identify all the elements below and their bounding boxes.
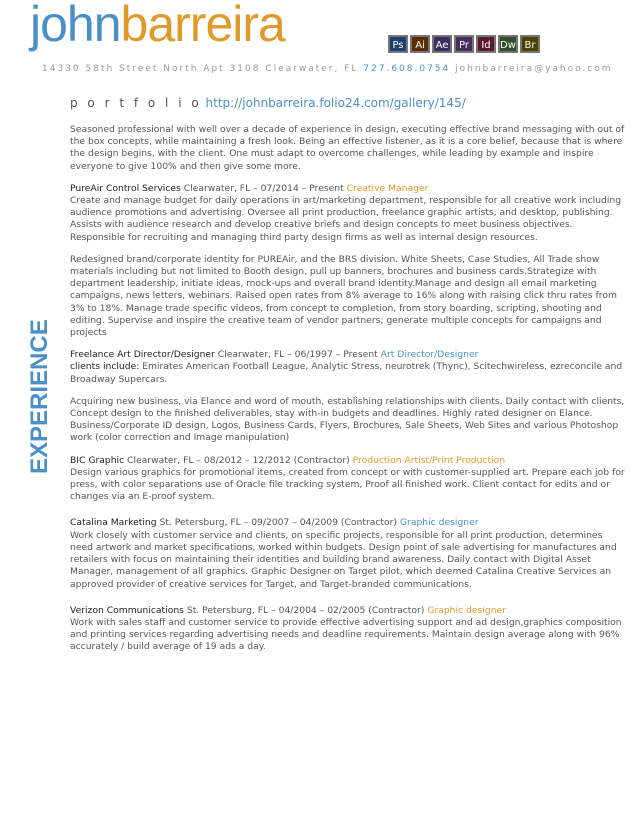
job-location: Clearwater, FL – 08/2012 – 12/2012 (Contractor) xyxy=(124,454,353,466)
job-location: St. Petersburg, FL – 04/2004 – 02/2005 (Contractor) xyxy=(183,604,428,616)
company-name: Verizon Communications xyxy=(70,604,184,616)
job-role: Graphic designer xyxy=(427,604,506,616)
portfolio-label: p o r t f o l i o xyxy=(70,96,202,110)
address: 14330 58th Street North Apt 3108 Clearwater, FL xyxy=(42,64,359,74)
job-description: Work closely with customer service and clients, on specific projects, responsible for all print production, determines need artwork and market specifications, worked within budgets. Design point of sale advertising for manufactures and retailers with focus on maintaining their identities and building brand awareness. Daily contact with Digital Asset Manager, management of all graphics. Graphic Designer on Target pilot, which deemed Catalina Creative Services an approved provider of creative services for Target, and Target-branded communications. xyxy=(70,529,617,590)
job-details: Redesigned brand/corporate identity for PUREAir, and the BRS division. White Sheets, Case Studies, All Trade show materials including but not limited to Booth design, pull up banners, brochures and business cards.Strategize with department leadership, initiate ideas, mock-ups and overall brand identity.Manage and design all email marketing campaigns, news letters, webinars. Raised open rates from 8% average to 16% along with raising click thru rates from 3% to 18%. Manage trade specific videos, from concept to completion, from story boarding, scripting, shooting and editing. Supervise and inspire the creative team of vendor partners; generate multiple concepts for campaigns and projects xyxy=(70,253,617,339)
clients-list: Emirates American Football League, Analytic Stress, neurotrek (Thync), Scitechwireless, ezreconcile and Broadway Supercars. xyxy=(70,361,623,385)
bridge-icon: Br xyxy=(520,35,540,53)
job-entry xyxy=(70,605,626,654)
summary: Seasoned professional with well over a decade of experience in design, executing effective brand messaging with out of the box concepts, while maintaining a fresh look. Being an effective listener, as it is a core belief, because that is where the design begins, with the client. One must adapt to overcome challenges, while leading by example and inspire everyone to give 100% and then give some more. xyxy=(70,124,625,172)
job-location: Clearwater, FL – 06/1997 – Present xyxy=(214,349,381,361)
job-location: Clearwater, FL – 07/2014 – Present xyxy=(180,182,347,194)
resume-name xyxy=(30,0,285,54)
company-name: BIC Graphic xyxy=(70,454,125,466)
company-name: Catalina Marketing xyxy=(70,517,157,529)
email: johnbarreira@yahoo.com xyxy=(455,64,613,74)
portfolio-link[interactable]: http://johnbarreira.folio24.com/gallery/145/ xyxy=(205,96,466,110)
company-name: PureAir Control Services xyxy=(70,182,181,194)
last-name: barreira xyxy=(120,0,285,52)
job-location: St. Petersburg, FL – 09/2007 – 04/2009 (Contractor) xyxy=(156,517,400,529)
premiere-icon: Pr xyxy=(454,35,474,53)
software-icons xyxy=(388,35,540,53)
experience-section-label: EXPERIENCE xyxy=(26,319,53,474)
job-description: Create and manage budget for daily operations in art/marketing department, responsible for all creative work including audience promotions and advertising. Oversee all print production, freelance graphic artists, and desktop, publishing. Assists with audience research and develop creative briefs and design concepts to meet business objectives. Responsible for recruiting and managing third party design firms as well as internal design resources. xyxy=(70,195,622,243)
job-role: Graphic designer xyxy=(399,517,479,529)
photoshop-icon: Ps xyxy=(388,35,408,53)
indesign-icon: Id xyxy=(476,35,496,53)
job-role: Art Director/Designer xyxy=(380,349,479,361)
illustrator-icon: Ai xyxy=(410,35,430,53)
clients-label: clients include: xyxy=(70,361,140,373)
after-effects-icon: Ae xyxy=(432,35,452,53)
job-description: Work with sales staff and customer service to provide effective advertising support and ad design,graphics composition and printing services regarding advertising needs and deadline requirements. Maintain design average along with 96% accurately / build average of 19 ads a day. xyxy=(70,616,622,653)
phone: 727.608.0754 xyxy=(363,64,451,74)
job-entry xyxy=(70,183,626,244)
resume-body xyxy=(70,96,626,664)
job-role: Production Artist/Print Production xyxy=(352,454,506,466)
portfolio-line xyxy=(70,96,626,110)
job-description: Design various graphics for promotional items, created from concept or with customer-supplied art. Prepare each job for press, with color separations use of Oracle file tracking system, Proof all finished work. Client contact for edits and or changes via an E-proof system. xyxy=(70,466,625,503)
dreamweaver-icon: Dw xyxy=(498,35,518,53)
job-details: Acquiring new business, via Elance and word of mouth, establishing relationships with clients. Daily contact with clients, Concept design to the finished deliverables, stay with-in budgets and deadlines. Highly rated designer on Elance. Business/Corporate ID design, Logos, Business Cards, Flyers, Brochures, Sale Sheets, Web Sites and various Photoshop work (color correction and Image manipulation) xyxy=(70,395,625,444)
job-entry xyxy=(70,517,626,590)
job-entry xyxy=(70,455,626,504)
contact-line xyxy=(42,64,613,74)
job-entry xyxy=(70,349,626,386)
first-name: john xyxy=(30,0,121,52)
job-role: Creative Manager xyxy=(346,182,429,194)
company-name: Freelance Art Director/Designer xyxy=(70,349,215,361)
